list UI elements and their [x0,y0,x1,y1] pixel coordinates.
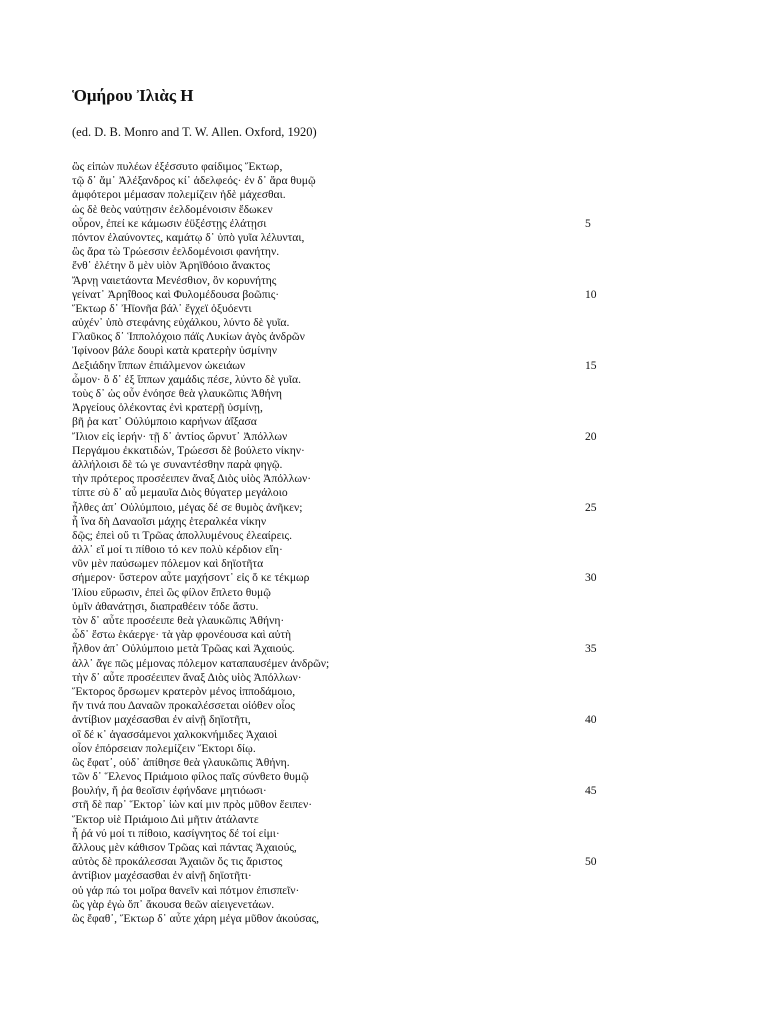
verse-line [72,912,632,926]
verse-line [72,344,632,358]
verse-text: οὐ γάρ πώ τοι μοῖρα θανεῖν καὶ πότμον ἐπισπεῖν· [72,883,300,897]
verse-line [72,373,632,387]
verse-text: ἦ ἵνα δὴ Δαναοῖσι μάχης ἑτεραλκέα νίκην [72,514,267,528]
verse-text: Περγάμου ἐκκατιδών, Τρώεσσι δὲ βούλετο νίκην· [72,443,305,457]
verse-line [72,401,632,415]
verse-text: τὴν πρότερος προσέειπεν ἄναξ Διὸς υἱὸς Ἀπόλλων· [72,472,312,486]
verse-text: Ἕκτωρ δ᾽ Ἠϊονῆα βάλ᾽ ἔγχεϊ ὀξυόεντι [72,301,252,315]
verse-text: Ἀργείους ὀλέκοντας ἐνὶ κρατερῇ ὑσμίνῃ, [72,401,263,415]
verse-line [72,387,632,401]
verse-line [72,628,632,642]
verse-line [72,316,632,330]
verse-text: ὣς ἄρα τὼ Τρώεσσιν ἐελδομένοισι φανήτην. [72,245,280,259]
verse-text: ὣς ἔφαθ᾽, Ἕκτωρ δ᾽ αὖτε χάρη μέγα μῦθον ἀκούσας, [72,911,320,925]
verse-text: ἔνθ᾽ ἑλέτην ὃ μὲν υἱὸν Ἀρηϊθόοιο ἄνακτος [72,259,270,273]
line-number: 30 [585,571,597,585]
verse-text: ὡς δὲ θεὸς ναύτῃσιν ἐελδομένοισιν ἔδωκεν [72,202,273,216]
verse-text: νῦν μὲν παύσωμεν πόλεμον καὶ δηϊοτῆτα [72,557,264,571]
line-number: 25 [585,500,597,514]
line-number: 35 [585,642,597,656]
verse-line [72,529,632,543]
verse-line [72,472,632,486]
verse-text: Ἰλίου εὕρωσιν, ἐπεὶ ὣς φίλον ἔπλετο θυμῷ [72,585,271,599]
verse-line [72,798,632,812]
verse-line [72,699,632,713]
verse-line [72,543,632,557]
verse-text: ἤν τινά που Δαναῶν προκαλέσσεται οἰόθεν οἶος [72,699,295,713]
verse-line [72,813,632,827]
verse-line [72,586,632,600]
verse-text: Δεξιάδην ἵππων ἐπιάλμενον ὠκειάων [72,358,246,372]
verse-line [72,259,632,273]
verse-text: αὐτὸς δὲ προκάλεσσαι Ἀχαιῶν ὅς τις ἄριστος [72,855,283,869]
verse-text: ὧδ᾽ ἔστω ἑκάεργε· τὰ γὰρ φρονέουσα καὶ αὐτὴ [72,628,292,642]
verse-line [72,728,632,742]
line-number: 45 [585,784,597,798]
verse-text: ἦλθον ἀπ᾽ Οὐλύμποιο μετὰ Τρῶας καὶ Ἀχαιούς. [72,642,295,656]
verse-line [72,898,632,912]
verse-text: ἀλλ᾽ εἴ μοί τι πίθοιο τό κεν πολὺ κέρδιον εἴη· [72,543,283,557]
verse-text: γείνατ᾽ Ἀρηΐθοος καὶ Φυλομέδουσα βοῶπις· [72,287,280,301]
verse-text: βουλήν, ἥ ῥα θεοῖσιν ἐφήνδανε μητιόωσι· [72,784,267,798]
verse-line [72,571,632,585]
verse-text: ἀλλήλοισι δὲ τώ γε συναντέσθην παρὰ φηγῷ. [72,457,283,471]
verse-text: ἦ ῥά νύ μοί τι πίθοιο, κασίγνητος δέ τοί εἰμι· [72,826,280,840]
verse-text: οἳ δέ κ᾽ ἀγασσάμενοι χαλκοκνήμιδες Ἀχαιοὶ [72,727,278,741]
verse-text: ὣς γὰρ ἐγὼ ὄπ᾽ ἄκουσα θεῶν αἰειγενετάων. [72,897,275,911]
verse-text: ὑμῖν ἀθανάτῃσι, διαπραθέειν τόδε ἄστυ. [72,599,259,613]
edition-note: (ed. D. B. Monro and T. W. Allen. Oxford, 1920) [72,125,317,139]
verse-line [72,869,632,883]
verse-text: ὣς εἰπὼν πυλέων ἐξέσσυτο φαίδιμος Ἕκτωρ, [72,160,283,173]
verse-line [72,557,632,571]
document-title: Ὁμήρου Ἰλιὰς Η [72,86,194,105]
verse-line [72,884,632,898]
verse-text: τὴν δ᾽ αὖτε προσέειπεν ἄναξ Διὸς υἱὸς Ἀπόλλων· [72,670,302,684]
verse-line [72,756,632,770]
verse-text: στῆ δὲ παρ᾽ Ἕκτορ᾽ ἰὼν καί μιν πρὸς μῦθον ἔειπεν· [72,798,313,812]
verse-line [72,458,632,472]
verse-text: ἦλθες ἀπ᾽ Οὐλύμποιο, μέγας δέ σε θυμὸς ἀνῆκεν; [72,500,303,514]
verse-text: Ἄρνῃ ναιετάοντα Μενέσθιον, ὃν κορυνήτης [72,273,277,287]
line-number: 50 [585,855,597,869]
verse-line [72,160,632,174]
verse-line [72,827,632,841]
verse-text: οἶον ἐπόρσειαν πολεμίζειν Ἕκτορι δίῳ. [72,741,256,755]
verse-text: σήμερον· ὕστερον αὖτε μαχήσοντ᾽ εἰς ὅ κε τέκμωρ [72,571,310,585]
line-number: 40 [585,713,597,727]
verse-text: τίπτε σὺ δ᾽ αὖ μεμαυῖα Διὸς θύγατερ μεγάλοιο [72,486,288,500]
verse-text: τῷ δ᾽ ἅμ᾽ Ἀλέξανδρος κί᾽ ἀδελφεός· ἐν δ᾽ ἄρα θυμῷ [72,174,316,188]
verse-line [72,657,632,671]
verse-text: τῶν δ᾽ Ἕλενος Πριάμοιο φίλος παῖς σύνθετο θυμῷ [72,770,309,784]
verse-line [72,486,632,500]
verse-text: ἀμφότεροι μέμασαν πολεμίζειν ἠδὲ μάχεσθαι. [72,188,286,202]
verse-text: ὦμον· ὃ δ᾽ ἐξ ἵππων χαμάδις πέσε, λύντο δὲ γυῖα. [72,372,301,386]
verse-line [72,713,632,727]
verse-text: πόντον ἐλαύνοντες, καμάτῳ δ᾽ ὑπὸ γυῖα λέλυνται, [72,230,305,244]
verse-text: Ἰφίνοον βάλε δουρὶ κατὰ κρατερὴν ὑσμίνην [72,344,277,358]
verse-line [72,742,632,756]
verse-text: τοὺς δ᾽ ὡς οὖν ἐνόησε θεὰ γλαυκῶπις Ἀθήνη [72,387,282,400]
verse-line [72,415,632,429]
poem-text [72,160,632,926]
verse-text: οὖρον, ἐπεί κε κάμωσιν ἐϋξέστῃς ἐλάτῃσι [72,216,267,230]
verse-line [72,841,632,855]
verse-text: αὐχέν᾽ ὑπὸ στεφάνης εὐχάλκου, λύντο δὲ γυῖα. [72,316,290,330]
verse-line [72,330,632,344]
line-number: 10 [585,287,597,301]
line-number: 5 [585,216,591,230]
verse-line [72,671,632,685]
verse-text: τὸν δ᾽ αὖτε προσέειπε θεὰ γλαυκῶπις Ἀθήνη· [72,614,285,627]
verse-line [72,685,632,699]
verse-line [72,302,632,316]
verse-line [72,231,632,245]
line-number: 15 [585,358,597,372]
verse-line [72,501,632,515]
verse-text: Ἕκτορ υἱὲ Πριάμοιο Διὶ μῆτιν ἀτάλαντε [72,812,259,826]
verse-text: δῷς; ἐπεὶ οὔ τι Τρῶας ἀπολλυμένους ἐλεαίρεις. [72,528,293,542]
verse-line [72,855,632,869]
verse-text: ὣς ἔφατ᾽, οὐδ᾽ ἀπίθησε θεὰ γλαυκῶπις Ἀθήνη. [72,755,290,769]
verse-line [72,600,632,614]
verse-text: Ἕκτορος ὄρσωμεν κρατερὸν μένος ἱπποδάμοιο, [72,684,296,698]
verse-line [72,245,632,259]
verse-line [72,784,632,798]
verse-text: ἀντίβιον μαχέσασθαι ἐν αἰνῇ δηϊοτῆτι, [72,713,251,727]
verse-line [72,203,632,217]
verse-line [72,174,632,188]
verse-text: Γλαῦκος δ᾽ Ἱππολόχοιο πάϊς Λυκίων ἀγὸς ἀνδρῶν [72,330,305,344]
verse-text: ἀντίβιον μαχέσασθαι ἐν αἰνῇ δηϊοτῆτι· [72,869,252,883]
verse-line [72,515,632,529]
verse-line [72,359,632,373]
verse-line [72,274,632,288]
verse-line [72,430,632,444]
verse-text: ἀλλ᾽ ἄγε πῶς μέμονας πόλεμον καταπαυσέμεν ἀνδρῶν; [72,656,330,670]
verse-line [72,444,632,458]
verse-line [72,217,632,231]
verse-text: ἄλλους μὲν κάθισον Τρῶας καὶ πάντας Ἀχαιούς, [72,841,297,854]
verse-line [72,188,632,202]
verse-line [72,770,632,784]
line-number: 20 [585,429,597,443]
verse-line [72,614,632,628]
verse-text: Ἴλιον εἰς ἱερήν· τῇ δ᾽ ἀντίος ὤρνυτ᾽ Ἀπόλλων [72,429,288,443]
verse-line [72,288,632,302]
verse-text: βῆ ῥα κατ᾽ Οὐλύμποιο καρήνων ἀΐξασα [72,415,257,429]
verse-line [72,642,632,656]
